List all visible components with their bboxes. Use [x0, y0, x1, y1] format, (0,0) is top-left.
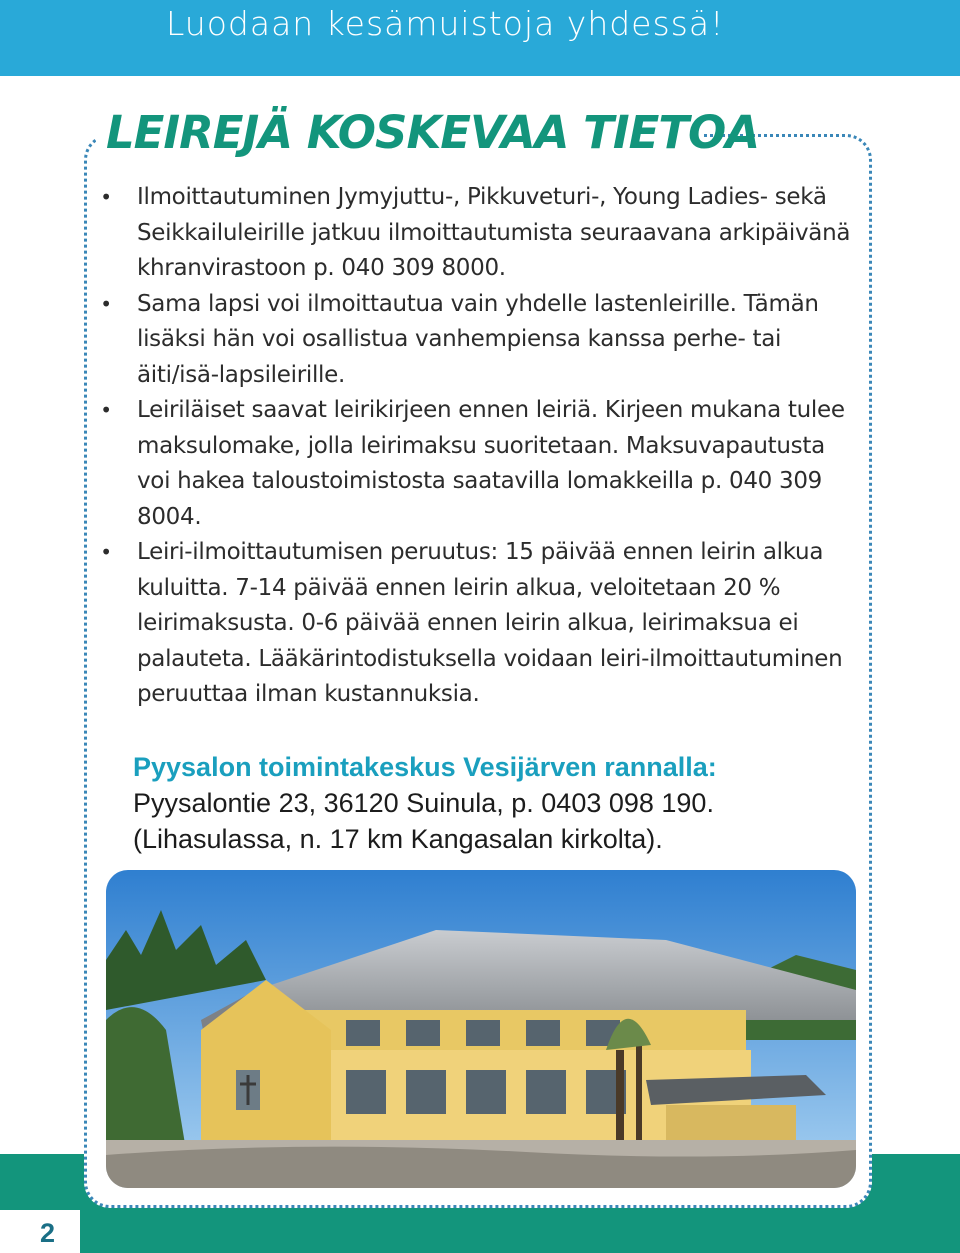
page-heading: LEIREJÄ KOSKEVAA TIETOA	[106, 106, 760, 159]
list-item-text: Sama lapsi voi ilmoittautua vain yhdelle lastenleirille. Tämän lisäksi hän voi osallistua vanhempiensa kanssa perhe- tai äiti/isä-lapsileirille.	[137, 290, 819, 388]
list-item	[96, 287, 860, 394]
banner-slogan: Luodaan kesämuistoja yhdessä!	[166, 4, 725, 43]
list-item-text: Leiri-ilmoittautumisen peruutus: 15 päivää ennen leirin alkua kuluitta. 7-14 päivää ennen leirin alkua, veloitetaan 20 % leirimaksusta. 0-6 päivää ennen leirin alkua, leirimaksua ei palauteta. Lääkärintodistuksella voidaan leiri-ilmoittautuminen peruuttaa ilman kustannuksia.	[137, 539, 843, 707]
location-address: Pyysalontie 23, 36120 Suinula, p. 0403 098 190.	[133, 788, 714, 818]
location-directions: (Lihasulassa, n. 17 km Kangasalan kirkolta).	[133, 824, 663, 854]
building-photo	[106, 870, 856, 1188]
list-item-text: Ilmoittautuminen Jymyjuttu-, Pikkuveturi-, Young Ladies- sekä Seikkailuleirille jatkuu ilmoittautumista seuraavana arkipäivänä khranvirastoon p. 040 309 8000.	[137, 184, 851, 281]
list-item-text: Leiriläiset saavat leirikirjeen ennen leiriä. Kirjeen mukana tulee maksulomake, jolla leirimaksu suoritetaan. Maksuvapautusta voi hakea taloustoimistosta saatavilla lomakkeilla p. 040 309 8004.	[137, 397, 845, 530]
list-item	[96, 180, 860, 287]
location-block	[133, 749, 833, 857]
bullet-icon: •	[100, 540, 112, 564]
info-list	[96, 180, 860, 713]
top-banner	[0, 0, 960, 76]
bullet-icon: •	[100, 185, 112, 209]
bullet-icon: •	[100, 291, 112, 316]
location-title: Pyysalon toimintakeskus Vesijärven rannalla:	[133, 752, 717, 782]
list-item	[96, 393, 860, 535]
bullet-icon: •	[100, 398, 112, 422]
page-number: 2	[40, 1218, 56, 1248]
list-item	[96, 535, 860, 713]
